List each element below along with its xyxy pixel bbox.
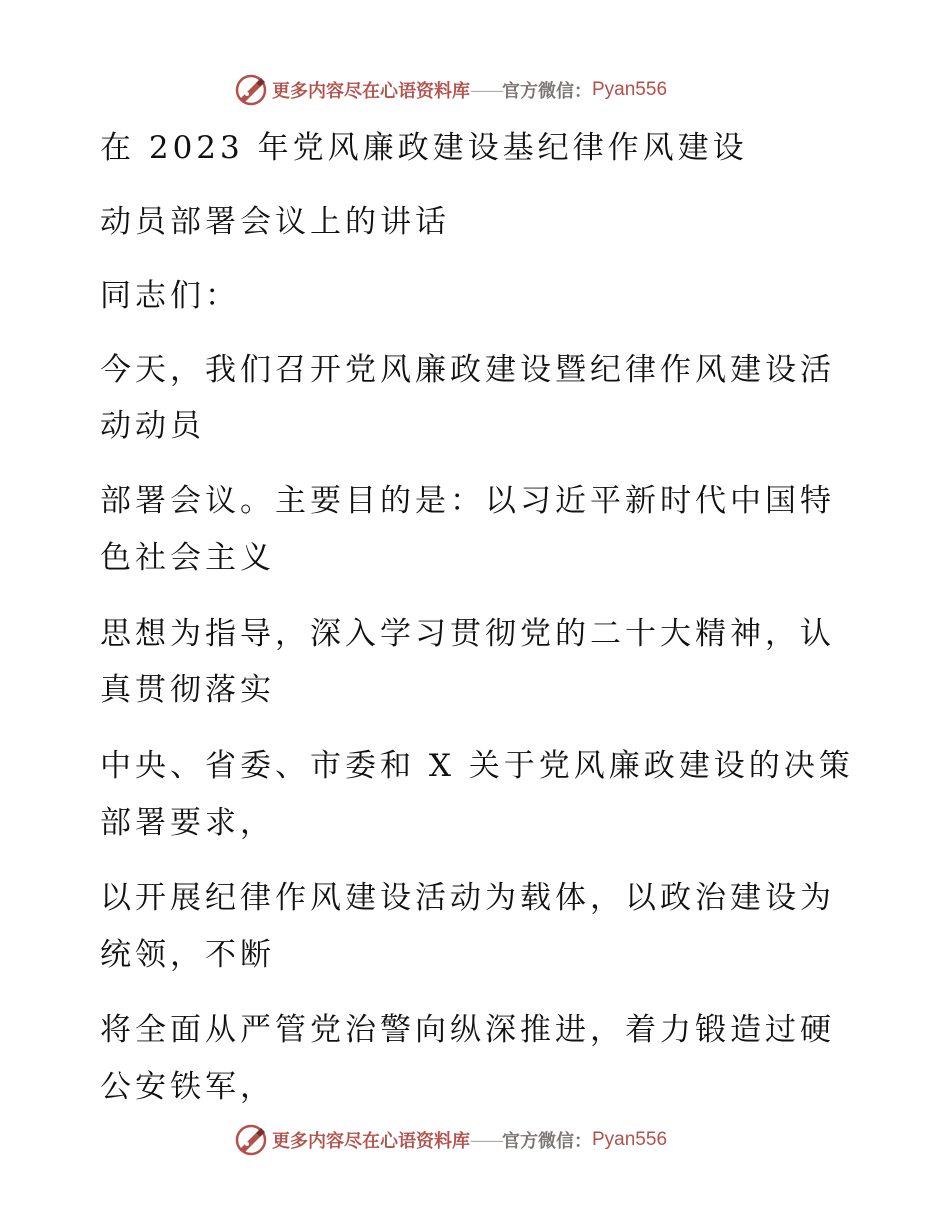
doc-title-line-1: 在 2023 年党风廉政建设基纪律作风建设 <box>100 130 748 166</box>
doc-line: 公安铁军， <box>100 1069 275 1105</box>
doc-line: 部署要求， <box>100 805 275 841</box>
watermark-site-text: 更多内容尽在心语资料库 <box>272 1131 470 1152</box>
watermark-wechat-id: Pyan556 <box>592 79 668 100</box>
footer-watermark <box>234 1122 667 1158</box>
doc-line: 今天，我们召开党风廉政建设暨纪律作风建设活 <box>100 352 835 388</box>
doc-line: 部署会议。主要目的是：以习近平新时代中国特 <box>100 483 835 519</box>
header-watermark <box>234 72 667 108</box>
doc-title-line-2: 动员部署会议上的讲话 <box>100 204 450 240</box>
doc-line: 动动员 <box>100 408 205 444</box>
doc-line: 统领，不断 <box>100 937 275 973</box>
doc-line: 中央、省委、市委和 X 关于党风廉政建设的决策 <box>100 748 854 784</box>
doc-line: 以开展纪律作风建设活动为载体，以政治建设为 <box>100 880 835 916</box>
doc-line: 真贯彻落实 <box>100 672 275 708</box>
watermark-official-label: 官方微信： <box>502 1131 592 1152</box>
doc-line: 色社会主义 <box>100 540 275 576</box>
watermark-site-text: 更多内容尽在心语资料库 <box>272 81 470 102</box>
pen-logo-icon <box>234 1123 268 1157</box>
watermark-dash: —— <box>470 1129 502 1151</box>
watermark-dash: —— <box>470 79 502 101</box>
watermark-wechat-id: Pyan556 <box>592 1129 668 1150</box>
pen-logo-icon <box>234 73 268 107</box>
doc-line: 思想为指导，深入学习贯彻党的二十大精神，认 <box>100 616 835 652</box>
doc-line: 将全面从严管党治警向纵深推进，着力锻造过硬 <box>100 1012 835 1048</box>
watermark-official-label: 官方微信： <box>502 81 592 102</box>
doc-salutation: 同志们： <box>100 278 240 314</box>
